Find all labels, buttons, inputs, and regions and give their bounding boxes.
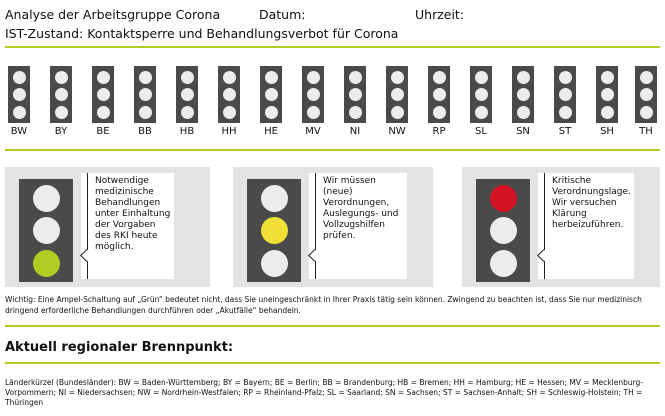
header-line-1	[5, 7, 465, 22]
state-signal	[632, 66, 660, 137]
lamp	[181, 71, 194, 84]
state-code: SH	[600, 126, 614, 137]
divider	[5, 362, 660, 364]
lamp	[349, 88, 362, 101]
lamp	[391, 71, 404, 84]
lamp	[559, 106, 572, 119]
traffic-light-icon	[386, 66, 408, 123]
page-title: Analyse der Arbeitsgruppe Corona	[5, 7, 221, 22]
traffic-light-icon	[218, 66, 240, 123]
lamp	[349, 71, 362, 84]
lamp	[391, 88, 404, 101]
lamp	[55, 71, 68, 84]
state-code: BY	[54, 126, 68, 137]
state-abbreviation-legend: Länderkürzel (Bundesländer): BW = Baden-Württemberg; BY = Bayern; BE = Berlin; BB = Brandenburg; HB = Bremen; HH = Hamburg; HE = Hessen; MV = Mecklenburg-Vorpommern; NI = Niedersachsen; NW = Nordrhein-Westfalen; RP = Rheinland-Pfalz; SL = Saarland; SN = Sachsen; ST = Sachsen-Anhalt; SH = Schleswig-Holstein; TH = Thüringen	[5, 378, 644, 407]
lamp	[601, 71, 614, 84]
traffic-light-icon	[260, 66, 282, 123]
status-line: IST-Zustand: Kontaktsperre und Behandlungsverbot für Corona	[5, 26, 399, 41]
lamp	[13, 88, 26, 101]
state-code: NW	[388, 126, 406, 137]
lamp-yellow	[261, 217, 288, 244]
state-code: HE	[264, 126, 278, 137]
lamp	[13, 106, 26, 119]
lamp	[433, 106, 446, 119]
state-signal	[89, 66, 117, 137]
state-code: SL	[475, 126, 487, 137]
divider	[5, 325, 660, 327]
state-signal	[383, 66, 411, 137]
lamp	[97, 88, 110, 101]
state-signal	[593, 66, 621, 137]
speech-bubble: Wir müssen (neue) Verordnungen, Auslegungs- und Vollzugshilfen prüfen.	[309, 173, 407, 279]
lamp	[97, 106, 110, 119]
lamp	[640, 106, 653, 119]
lamp	[139, 106, 152, 119]
lamp	[475, 88, 488, 101]
traffic-light-icon	[554, 66, 576, 123]
lamp	[181, 88, 194, 101]
lamp	[265, 106, 278, 119]
lamp	[391, 106, 404, 119]
state-code: BW	[10, 126, 28, 137]
state-signal	[509, 66, 537, 137]
state-signal	[341, 66, 369, 137]
traffic-light-icon	[596, 66, 618, 123]
lamp	[475, 106, 488, 119]
uhrzeit-label: Uhrzeit:	[415, 7, 465, 22]
lamp	[265, 71, 278, 84]
datum-label: Datum:	[259, 7, 306, 22]
state-signal	[257, 66, 285, 137]
important-note: Wichtig: Eine Ampel-Schaltung auf „Grün“ bedeutet nicht, dass Sie uneingeschränkt in Ihrer Praxis tätig sein können. Zwingend zu beachten ist, dass Sie nur medizinisch dringend erforderliche Behandlungen durchführen oder „Akutfälle“ behandeln.	[5, 295, 642, 315]
divider	[5, 149, 660, 151]
traffic-light-icon	[134, 66, 156, 123]
traffic-light-icon	[428, 66, 450, 123]
state-code: BE	[96, 126, 110, 137]
traffic-light-green-icon	[19, 179, 73, 282]
state-signal	[131, 66, 159, 137]
lamp-off	[261, 185, 288, 212]
state-code: TH	[639, 126, 653, 137]
lamp	[349, 106, 362, 119]
state-signal	[299, 66, 327, 137]
lamp	[55, 106, 68, 119]
speech-bubble: Kritische Verordnungslage. Wir versuchen Klärung herbeizuführen.	[538, 173, 634, 279]
lamp-off	[490, 250, 517, 277]
lamp-red	[490, 185, 517, 212]
traffic-light-icon	[512, 66, 534, 123]
state-signal	[5, 66, 33, 137]
lamp	[55, 88, 68, 101]
divider	[5, 46, 660, 48]
state-signal	[467, 66, 495, 137]
state-signal	[215, 66, 243, 137]
legend-panel-green	[5, 167, 210, 287]
traffic-light-icon	[92, 66, 114, 123]
state-code: SN	[516, 126, 530, 137]
lamp	[223, 88, 236, 101]
legend-panel-red	[462, 167, 660, 287]
lamp	[307, 106, 320, 119]
lamp	[640, 88, 653, 101]
state-signal	[47, 66, 75, 137]
lamp	[517, 88, 530, 101]
lamp-off	[261, 250, 288, 277]
lamp	[223, 106, 236, 119]
traffic-light-icon	[302, 66, 324, 123]
lamp	[307, 71, 320, 84]
traffic-light-yellow-icon	[247, 179, 301, 282]
traffic-light-icon	[50, 66, 72, 123]
lamp	[640, 71, 653, 84]
state-code: ST	[558, 126, 572, 137]
lamp	[601, 88, 614, 101]
lamp-green	[33, 250, 60, 277]
lamp-off	[490, 217, 517, 244]
lamp	[601, 106, 614, 119]
lamp	[517, 106, 530, 119]
state-signal	[551, 66, 579, 137]
traffic-light-icon	[176, 66, 198, 123]
lamp-off	[33, 217, 60, 244]
traffic-light-icon	[635, 66, 657, 123]
state-traffic-lights	[5, 66, 660, 136]
lamp	[307, 88, 320, 101]
lamp	[13, 71, 26, 84]
legend-panel-yellow	[233, 167, 433, 287]
lamp	[265, 88, 278, 101]
lamp	[559, 88, 572, 101]
traffic-light-red-icon	[476, 179, 530, 282]
lamp	[97, 71, 110, 84]
lamp	[475, 71, 488, 84]
state-code: HB	[179, 126, 195, 137]
lamp	[181, 106, 194, 119]
state-code: RP	[432, 126, 446, 137]
traffic-light-icon	[470, 66, 492, 123]
traffic-light-icon	[344, 66, 366, 123]
lamp-off	[33, 185, 60, 212]
state-code: HH	[221, 126, 237, 137]
lamp	[139, 71, 152, 84]
state-signal	[173, 66, 201, 137]
traffic-light-icon	[8, 66, 30, 123]
lamp	[433, 71, 446, 84]
state-signal	[425, 66, 453, 137]
lamp	[139, 88, 152, 101]
state-code: NI	[349, 126, 361, 137]
lamp	[517, 71, 530, 84]
speech-bubble: Notwendige medizinische Behandlungen unter Einhaltung der Vorgaben des RKI heute möglich.	[81, 173, 174, 279]
brennpunkt-heading: Aktuell regionaler Brennpunkt:	[5, 340, 234, 355]
state-code: MV	[305, 126, 321, 137]
state-code: BB	[138, 126, 152, 137]
lamp	[223, 71, 236, 84]
lamp	[433, 88, 446, 101]
lamp	[559, 71, 572, 84]
